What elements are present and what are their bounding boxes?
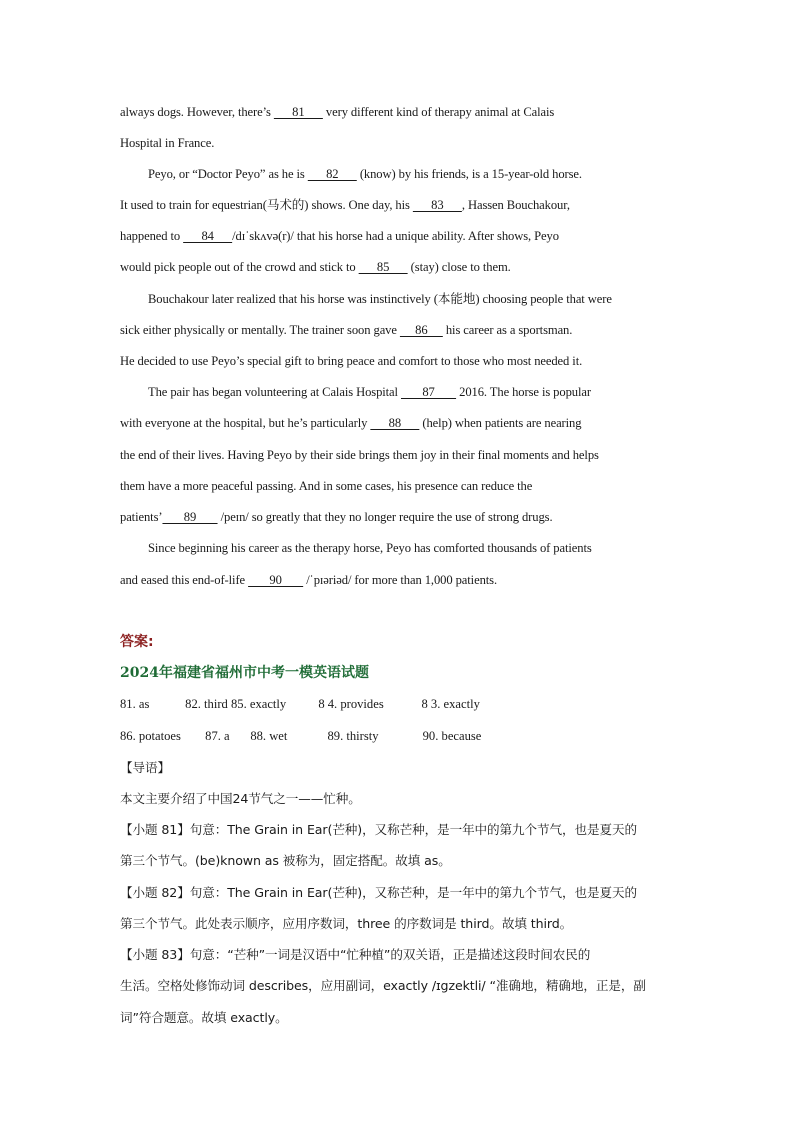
text: his career as a sportsman. [442, 323, 573, 337]
text: sick either physically or mentally. The trainer soon gave [120, 323, 400, 337]
guide-text: 本文主要介绍了中国24节气之一——忙种。 [120, 791, 361, 806]
text: /ˈpɪəriəd/ for more than 1,000 patients. [303, 573, 498, 587]
blank-85: 85 [358, 260, 408, 274]
answer-item: 86. potatoes [120, 729, 181, 743]
passage-line [120, 196, 680, 214]
guide-label: 【导语】 [120, 760, 170, 775]
blank-82: 82 [307, 167, 357, 181]
answer-item: 87. a [205, 729, 230, 743]
text: It used to train for equestrian(马术的) shows. One day, his [120, 198, 413, 212]
text: happened to [120, 229, 184, 243]
blank-89: 89 [162, 510, 218, 524]
blank-81: 81 [273, 105, 323, 119]
passage-line [120, 477, 680, 495]
text: Since beginning his career as the therapy horse, Peyo has comforted thousands of patients [148, 541, 592, 555]
answer-row-1 [120, 695, 480, 713]
explanation-line: 生活。空格处修饰动词 describes，应用副词，exactly /ɪgzektli/ “准确地，精确地，正是，副 [120, 978, 646, 993]
explanation-text: 句意：The Grain in Ear(芒种)，又称芒种，是一年中的第九个节气，也是夏天的 [189, 822, 637, 837]
passage-line [120, 103, 680, 121]
text: He decided to use Peyo’s special gift to bring peace and comfort to those who most needed it. [120, 354, 583, 368]
text: (stay) close to them. [407, 260, 511, 274]
blank-86: 86 [399, 323, 443, 337]
text: always dogs. However, there’s [120, 105, 274, 119]
passage-line [120, 227, 680, 245]
blank-83: 83 [412, 198, 462, 212]
explanation-line: 第三个节气。此处表示顺序，应用序数词，three 的序数词是 third。故填 third。 [120, 916, 573, 931]
question-tag: 【小题 83】 [120, 947, 190, 962]
text: very different kind of therapy animal at Calais [322, 105, 555, 119]
passage-line [148, 539, 708, 557]
passage-line [120, 508, 680, 526]
text: them have a more peaceful passing. And in some cases, his presence can reduce the [120, 479, 533, 493]
explanation-text: 句意：“芒种”一词是汉语中“忙种植”的双关语，正是描述这段时间农民的 [189, 947, 591, 962]
text: (know) by his friends, is a 15-year-old horse. [356, 167, 582, 181]
answer-item: 89. thirsty [327, 729, 379, 743]
question-tag: 【小题 82】 [120, 885, 190, 900]
source-title: 2024年福建省福州市中考一模英语试题 [120, 665, 369, 681]
text: /dɪˈskʌvə(r)/ that his horse had a unique ability. After shows, Peyo [232, 229, 559, 243]
text: would pick people out of the crowd and stick to [120, 260, 359, 274]
answers-heading: 答案: [120, 634, 154, 650]
blank-84: 84 [183, 229, 233, 243]
text: with everyone at the hospital, but he’s particularly [120, 416, 371, 430]
answer-item: 8 3. exactly [421, 697, 480, 711]
passage-line [120, 446, 680, 464]
passage-line [120, 414, 680, 432]
answer-item: 81. as [120, 697, 150, 711]
blank-90: 90 [248, 573, 304, 587]
passage-line [120, 258, 680, 276]
explanation-83 [120, 946, 680, 964]
passage-line [120, 134, 680, 152]
text: /peɪn/ so greatly that they no longer require the use of strong drugs. [217, 510, 553, 524]
text: the end of their lives. Having Peyo by their side brings them joy in their final moments and helps [120, 448, 599, 462]
explanation-line: 第三个节气。(be)known as 被称为，固定搭配。故填 as。 [120, 853, 451, 868]
text: The pair has began volunteering at Calais Hospital [148, 385, 401, 399]
text: patients’ [120, 510, 163, 524]
explanation-82 [120, 884, 680, 902]
passage-line [120, 321, 680, 339]
text: (help) when patients are nearing [419, 416, 582, 430]
passage-line [148, 290, 708, 308]
question-tag: 【小题 81】 [120, 822, 190, 837]
explanation-line: 词”符合题意。故填 exactly。 [120, 1010, 288, 1025]
text: Peyo, or “Doctor Peyo” as he is [148, 167, 308, 181]
blank-87: 87 [401, 385, 457, 399]
text: Bouchakour later realized that his horse was instinctively (本能地) choosing people that were [148, 292, 612, 306]
passage-line [120, 352, 680, 370]
explanation-text: 句意：The Grain in Ear(芒种)，又称芒种，是一年中的第九个节气，也是夏天的 [189, 885, 637, 900]
text: , Hassen Bouchakour, [461, 198, 570, 212]
passage-line [148, 383, 708, 401]
passage-line [120, 571, 680, 589]
answer-row-2 [120, 727, 481, 745]
blank-88: 88 [370, 416, 420, 430]
text: and eased this end-of-life [120, 573, 249, 587]
answer-item: 8 4. provides [318, 697, 384, 711]
explanation-81 [120, 821, 680, 839]
passage-line [148, 165, 708, 183]
answer-item: 90. because [422, 729, 482, 743]
answer-item: 88. wet [250, 729, 288, 743]
answer-item: 82. third 85. exactly [185, 697, 287, 711]
text: 2016. The horse is popular [456, 385, 591, 399]
text: Hospital in France. [120, 136, 215, 150]
